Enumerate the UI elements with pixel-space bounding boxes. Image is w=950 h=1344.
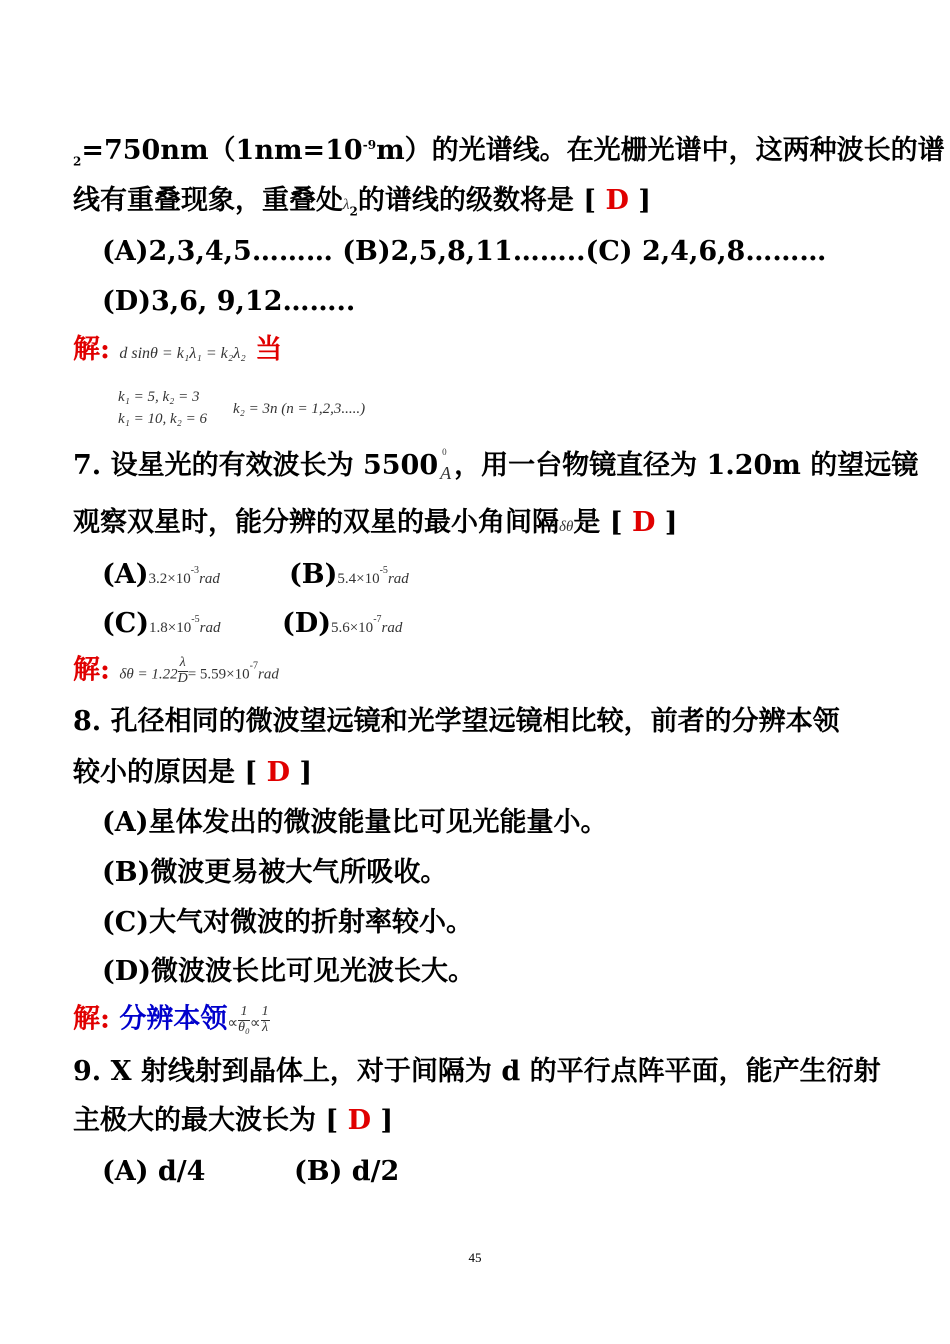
q6-bracket-close: ] — [638, 185, 652, 216]
q7-fraction-numerator: λ — [178, 656, 188, 672]
q7-option-b — [289, 561, 409, 588]
q6-solution-word: 当 — [255, 334, 283, 365]
q8-option-d: (D)微波波长比可见光波长大。 — [102, 956, 475, 987]
q6-condition-result: k₂ = 3n (n = 1,2,3.....) — [233, 401, 366, 417]
q9-option-a: (A) d/4 — [102, 1156, 206, 1187]
q7-line-1-b: ，用一台物镜直径为 1.20m 的望远镜 — [454, 450, 919, 481]
q6-options-2: (D)3,6, 9,12…….. — [102, 286, 356, 317]
q6-line-1-a: =750nm（1nm=10 — [81, 135, 363, 166]
q6-conditions — [118, 386, 207, 430]
q8-bracket-close: ] — [299, 757, 313, 788]
q8-line-1: 8. 孔径相同的微波望远镜和光学望远镜相比较，前者的分辨本领 — [73, 706, 840, 737]
q8-option-a: (A)星体发出的微波能量比可见光能量小。 — [102, 807, 608, 838]
q7-option-a — [102, 561, 220, 588]
q8-proportional-2: ∝ — [249, 1015, 261, 1032]
q8-line-2 — [73, 759, 312, 786]
q7-option-d — [282, 610, 402, 637]
q7-bracket-close: ] — [664, 507, 678, 538]
q7-option-d-unit: rad — [381, 620, 403, 636]
q9-line-2 — [73, 1107, 393, 1134]
q7-option-b-exp: -5 — [379, 565, 388, 576]
q6-solution-label: 解: — [73, 334, 110, 365]
q7-option-c-label: (C) — [102, 608, 150, 639]
q8-line-2-a: 较小的原因是 [ — [73, 757, 258, 788]
q7-option-c-exp: -5 — [191, 614, 200, 625]
q8-solution — [73, 1005, 270, 1035]
q7-option-b-value: 5.4×10 — [337, 571, 380, 587]
q7-option-c-value: 1.8×10 — [149, 620, 192, 636]
q6-line-2-b: 的谱线的级数将是 [ — [357, 185, 597, 216]
q9-option-b: (B) d/2 — [294, 1156, 400, 1187]
q8-option-b: (B)微波更易被大气所吸收。 — [102, 857, 448, 888]
q7-option-a-unit: rad — [199, 571, 220, 587]
q6-lambda-symbol: λ — [343, 197, 350, 213]
q7-option-c-unit: rad — [199, 620, 221, 636]
q8-fraction-2-denominator: λ — [262, 1019, 269, 1035]
q7-option-d-label: (D) — [282, 608, 331, 639]
q6-exponent: -9 — [362, 138, 377, 152]
q6-line-1 — [73, 137, 945, 167]
angstrom-symbol — [438, 447, 454, 483]
q7-option-a-value: 3.2×10 — [148, 571, 191, 587]
q7-solution-label: 解: — [73, 654, 110, 686]
q7-solution-unit: rad — [257, 666, 279, 683]
q7-solution-rhs: = 5.59×10 — [187, 666, 250, 683]
q6-line-2-a: 线有重叠现象，重叠处 — [73, 185, 343, 216]
q9-line-1: 9. X 射线射到晶体上，对于间隔为 d 的平行点阵平面，能产生衍射 — [73, 1056, 881, 1087]
q6-condition-1: k₁ = 5, k₂ = 3 — [118, 389, 200, 405]
q6-condition-2: k₁ = 10, k₂ = 6 — [118, 411, 207, 427]
q6-lambda-subscript: 2 — [73, 154, 82, 169]
q7-solution-lhs: δθ = 1.22 — [119, 666, 178, 683]
q7-option-d-value: 5.6×10 — [330, 620, 374, 636]
q8-fraction-1 — [238, 1005, 250, 1035]
q7-delta-theta: δθ — [559, 519, 574, 535]
q7-fraction-denominator: D — [177, 670, 188, 686]
angstrom-letter: A — [440, 463, 452, 483]
q9-bracket-close: ] — [380, 1105, 394, 1136]
q8-fraction-2-numerator: 1 — [261, 1004, 269, 1019]
q7-option-a-exp: -3 — [190, 565, 200, 576]
q8-solution-text: 分辨本领 — [119, 1003, 228, 1035]
q9-answer: D — [347, 1105, 372, 1136]
q9-line-2-a: 主极大的最大波长为 [ — [73, 1105, 339, 1136]
q8-proportional-1: ∝ — [227, 1015, 239, 1032]
q7-option-d-exp: -7 — [373, 614, 382, 625]
q7-solution — [73, 656, 279, 686]
q8-fraction-1-denominator: θ₀ — [238, 1019, 250, 1035]
q6-line-1-b: m）的光谱线。在光栅光谱中，这两种波长的谱 — [376, 135, 945, 166]
q6-options-1: (A)2,3,4,5……… (B)2,5,8,11……..(C) 2,4,6,8……… — [102, 236, 827, 267]
q6-answer: D — [605, 185, 629, 216]
q7-line-1-a: 7. 设星光的有效波长为 5500 — [73, 450, 439, 481]
page-number: 45 — [468, 1250, 482, 1265]
q7-solution-fraction — [178, 656, 188, 686]
q7-solution-exp: -7 — [249, 660, 258, 672]
angstrom-ring: 0 — [442, 447, 447, 457]
q7-line-2-a: 观察双星时，能分辨的双星的最小角间隔 — [73, 507, 559, 538]
q7-line-1 — [73, 447, 919, 483]
q6-line-2 — [73, 187, 651, 217]
q7-line-2 — [73, 509, 678, 536]
q7-option-a-label: (A) — [102, 559, 149, 590]
q8-answer: D — [266, 757, 291, 788]
q8-fraction-1-numerator: 1 — [238, 1005, 250, 1021]
q7-line-2-b: 是 [ — [573, 507, 623, 538]
q6-solution — [73, 336, 282, 363]
q8-option-c: (C)大气对微波的折射率较小。 — [102, 907, 474, 938]
q8-fraction-2 — [261, 1005, 270, 1035]
q7-option-b-unit: rad — [387, 571, 409, 587]
q6-solution-equation: d sinθ = k₁λ₁ = k₂λ₂ — [119, 345, 246, 362]
q7-option-b-label: (B) — [289, 559, 338, 590]
q7-option-c — [102, 610, 220, 637]
q7-answer: D — [631, 507, 656, 538]
q6-lambda-2-sub: 2 — [349, 204, 358, 219]
q8-solution-label: 解: — [73, 1003, 110, 1035]
